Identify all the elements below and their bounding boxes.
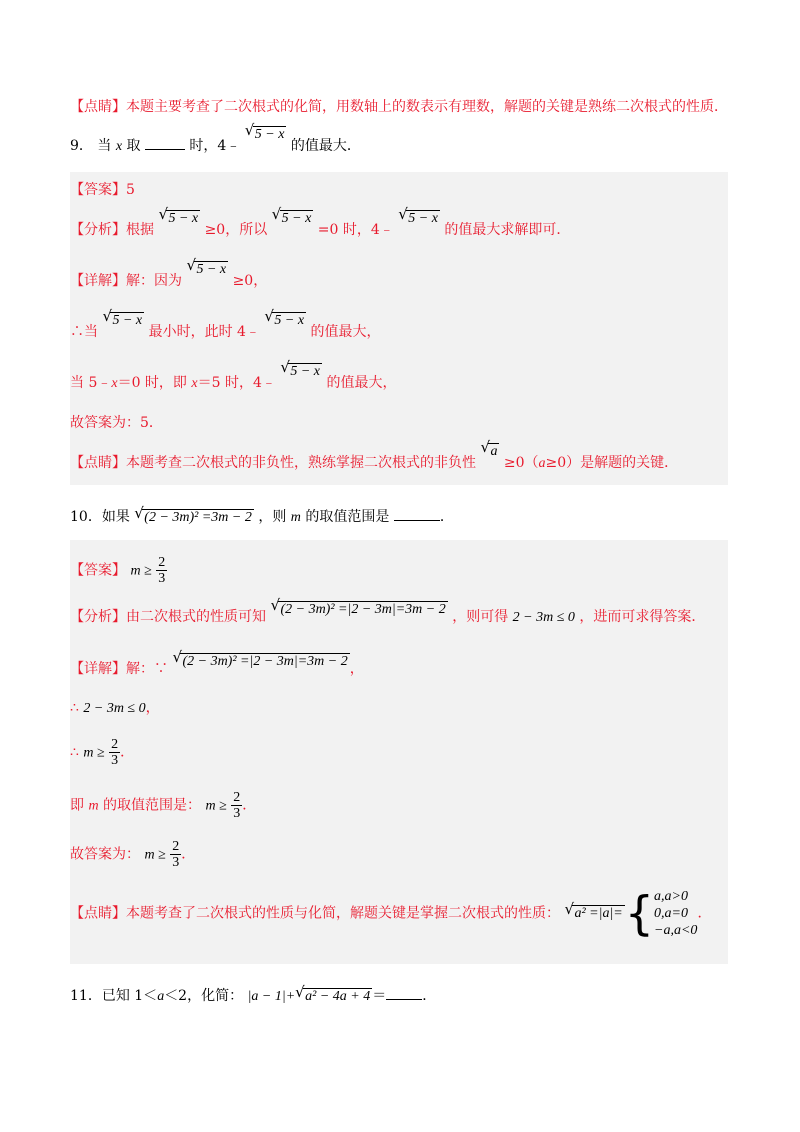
tip-text: 本题考查二次根式的非负性，熟练掌握二次根式的非负性 xyxy=(126,455,476,471)
detail-text: ， xyxy=(349,661,364,677)
sqrt-expression: √ 5 − x xyxy=(280,358,320,379)
sqrt-expression: √ (2 − 3m)² =|2 − 3m|=3m − 2 xyxy=(172,648,348,669)
analysis-text: ≥0，所以 xyxy=(204,222,268,238)
answer-value: m ≥ xyxy=(130,563,152,579)
detail-text: 的取值范围是： xyxy=(103,797,202,814)
sqrt-expression: √ a² =|a|= xyxy=(564,900,623,921)
sqrt-expression: √ 5 − x xyxy=(264,307,305,328)
analysis-text: =0 时，4﹣ xyxy=(317,222,394,238)
fraction xyxy=(170,839,181,870)
numerator: 2 xyxy=(172,839,180,854)
question-text: 如果 xyxy=(101,509,130,525)
q10-detail xyxy=(70,648,364,680)
piecewise-cases xyxy=(654,888,697,939)
question-text: 当 xyxy=(97,138,112,154)
denominator: 3 xyxy=(233,806,241,821)
detail-text: 的值最大， xyxy=(310,324,381,340)
denominator: 3 xyxy=(111,753,119,768)
question-text: ＜2，化简： xyxy=(164,988,244,1004)
answer-blank xyxy=(394,520,440,521)
tip-text: ≥0（ xyxy=(503,455,539,471)
q10-range xyxy=(70,790,256,821)
detail-text: ∴ xyxy=(70,700,79,716)
q10-question xyxy=(70,504,454,528)
final-answer: 故答案为：5． xyxy=(70,415,163,431)
q9-answer xyxy=(70,180,135,200)
detail-tag: 【详解】 xyxy=(70,661,126,677)
tip-text: 本题考查了二次根式的性质与化简，解题关键是掌握二次根式的性质： xyxy=(126,905,560,922)
fraction xyxy=(156,555,167,586)
q10-tip xyxy=(70,888,711,939)
answer-tag: 【答案】 xyxy=(70,562,126,579)
numerator: 2 xyxy=(233,790,241,805)
tip-text: ≥0）是解题的关键． xyxy=(545,455,679,471)
variable: x xyxy=(115,139,123,154)
q10-final xyxy=(70,839,195,870)
q9-tip xyxy=(70,438,679,474)
detail-text: ． xyxy=(242,797,257,814)
question-number: 10． xyxy=(70,509,102,525)
analysis-tag: 【分析】 xyxy=(70,609,126,625)
analysis-text: 由二次根式的性质可知 xyxy=(126,609,266,625)
analysis-tag: 【分析】 xyxy=(70,222,126,238)
q9-step1 xyxy=(70,307,381,343)
variable: a xyxy=(538,456,546,471)
fraction xyxy=(109,737,120,768)
detail-text: ∴ xyxy=(70,744,79,761)
detail-text: ． xyxy=(120,744,135,761)
detail-text: ， xyxy=(145,700,160,716)
case: a,a>0 xyxy=(654,889,688,904)
question-text: 的取值范围是 xyxy=(305,509,390,525)
question-number: 11． xyxy=(70,988,102,1004)
detail-text: ≥0， xyxy=(232,273,268,289)
sqrt-expression: √ 5 − x xyxy=(158,205,199,226)
tip-tag: 【点睛】 xyxy=(70,455,126,471)
sqrt-expression: √ a xyxy=(480,438,498,459)
question-text: ． xyxy=(439,509,454,525)
q8-tip xyxy=(70,97,728,117)
final-answer: 故答案为： xyxy=(70,846,140,863)
detail-text: 的值最大， xyxy=(326,375,397,391)
detail-text: 解：因为 xyxy=(126,273,182,289)
question-text: ． xyxy=(422,988,437,1004)
question-text: 时，4﹣ xyxy=(189,138,241,154)
variable: a xyxy=(157,989,165,1004)
left-brace: { xyxy=(624,886,655,941)
answer-blank xyxy=(386,999,422,1000)
sqrt-expression: √ 5 − x xyxy=(271,205,312,226)
answer-blank xyxy=(145,149,185,150)
denominator: 3 xyxy=(158,571,166,586)
q9-question xyxy=(70,121,361,157)
analysis-text: ，进而可求得答案． xyxy=(579,609,706,625)
inequality: m ≥ xyxy=(144,847,166,863)
answer-tag: 【答案】 xyxy=(70,182,126,198)
tip-tag: 【点睛】 xyxy=(70,99,126,115)
question-text: 取 xyxy=(126,138,141,154)
detail-tag: 【详解】 xyxy=(70,273,126,289)
sqrt-expression: √ a² − 4a + 4 xyxy=(295,983,371,1004)
detail-text: 解：∵ xyxy=(126,661,168,677)
sqrt-expression: √ 5 − x xyxy=(244,121,285,142)
q11-question xyxy=(70,983,437,1007)
sqrt-expression: √ 5 − x xyxy=(102,307,143,328)
numerator: 2 xyxy=(111,737,119,752)
detail-text: ＝5 时，4﹣ xyxy=(197,375,276,391)
fraction xyxy=(231,790,242,821)
case: −a,a<0 xyxy=(654,923,698,938)
inequality: m ≥ xyxy=(205,798,227,814)
analysis-text: 的值最大求解即可． xyxy=(444,222,571,238)
q9-step2 xyxy=(70,358,397,394)
inequality: 2 − 3m ≤ 0 xyxy=(512,610,575,625)
detail-text: ＝0 时，即 xyxy=(117,375,187,391)
question-text: ，则 xyxy=(258,509,287,525)
denominator: 3 xyxy=(172,855,180,870)
sqrt-expression: √ 5 − x xyxy=(398,205,438,226)
sqrt-expression: √ (2 − 3m)² =|2 − 3m|=3m − 2 xyxy=(270,596,446,617)
numerator: 2 xyxy=(158,555,166,570)
analysis-text: ，则可得 xyxy=(452,609,509,625)
answer-value: 5 xyxy=(126,182,135,198)
analysis-text: 根据 xyxy=(126,222,154,238)
detail-text: 即 xyxy=(70,797,84,814)
q10-analysis xyxy=(70,596,706,628)
tip-text: 本题主要考查了二次根式的化简，用数轴上的数表示有理数，解题的关键是熟练二次根式的性质． xyxy=(126,99,728,115)
q9-analysis xyxy=(70,205,571,241)
variable: m xyxy=(88,798,99,814)
variable: m xyxy=(290,510,301,525)
q10-step2 xyxy=(70,737,134,768)
variable: x xyxy=(111,376,118,391)
q9-detail xyxy=(70,256,268,292)
question-text: 已知 1＜ xyxy=(101,988,158,1004)
sqrt-expression: √ (2 − 3m)² =3m − 2 xyxy=(134,504,252,525)
question-text: 的值最大． xyxy=(290,138,361,154)
q10-step1 xyxy=(70,698,160,719)
sqrt-expression: √ 5 − x xyxy=(186,256,227,277)
detail-text: ∴当 xyxy=(70,324,98,340)
inequality: m ≥ xyxy=(83,745,105,761)
variable: x xyxy=(191,376,198,391)
expression: |a − 1|+ xyxy=(247,989,296,1004)
question-text: ＝ xyxy=(372,988,387,1004)
question-number: 9． xyxy=(70,138,93,154)
final-answer: ． xyxy=(181,846,196,863)
detail-text: 最小时，此时 4﹣ xyxy=(148,324,260,340)
q10-answer xyxy=(70,555,167,586)
detail-text: 当 5﹣ xyxy=(70,375,112,391)
tip-tag: 【点睛】 xyxy=(70,905,126,922)
inequality: 2 − 3m ≤ 0 xyxy=(83,701,146,716)
tip-text: ． xyxy=(697,905,712,922)
q9-final xyxy=(70,413,163,433)
case: 0,a=0 xyxy=(654,906,688,921)
